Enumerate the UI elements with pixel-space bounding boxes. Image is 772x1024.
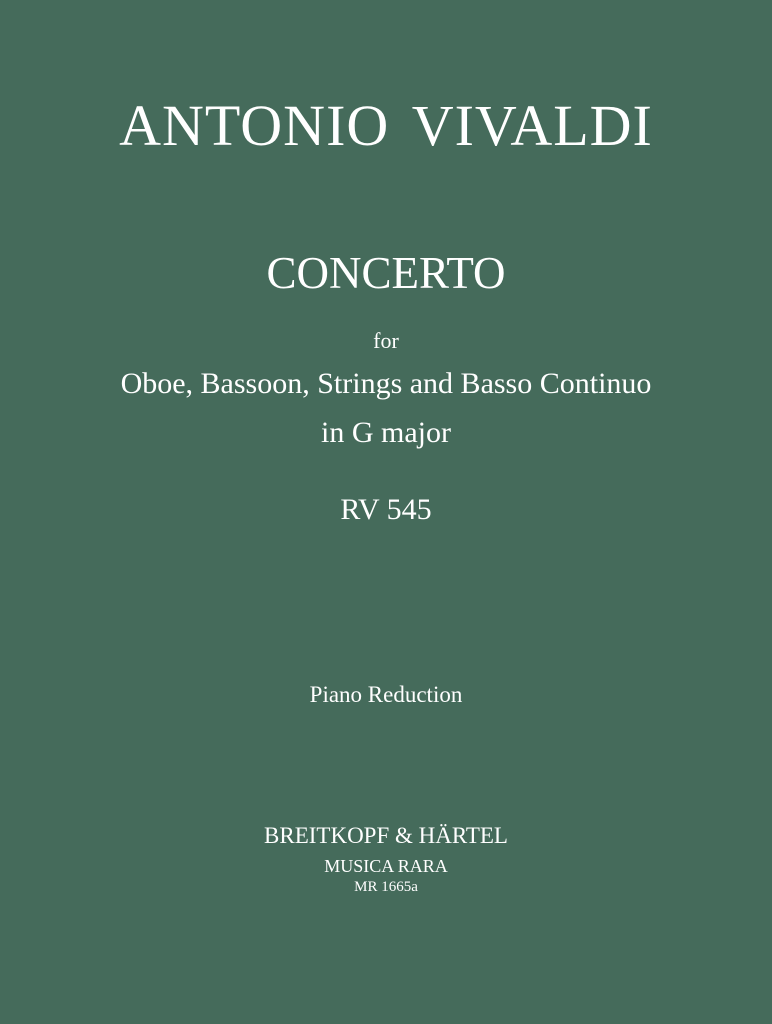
publisher-name: BREITKOPF & HÄRTEL — [264, 823, 508, 848]
edition-type: Piano Reduction — [309, 682, 463, 707]
work-title: CONCERTO — [266, 248, 506, 298]
instrumentation: Oboe, Bassoon, Strings and Basso Continuo — [120, 367, 652, 400]
for-label: for — [373, 328, 399, 353]
publisher-catalog-number: MR 1665a — [354, 879, 418, 895]
composer-name: ANTONIO VIVALDI — [119, 93, 653, 158]
catalog-number: RV 545 — [340, 493, 432, 526]
key-signature: in G major — [321, 416, 451, 449]
publisher-imprint: MUSICA RARA — [324, 856, 448, 876]
